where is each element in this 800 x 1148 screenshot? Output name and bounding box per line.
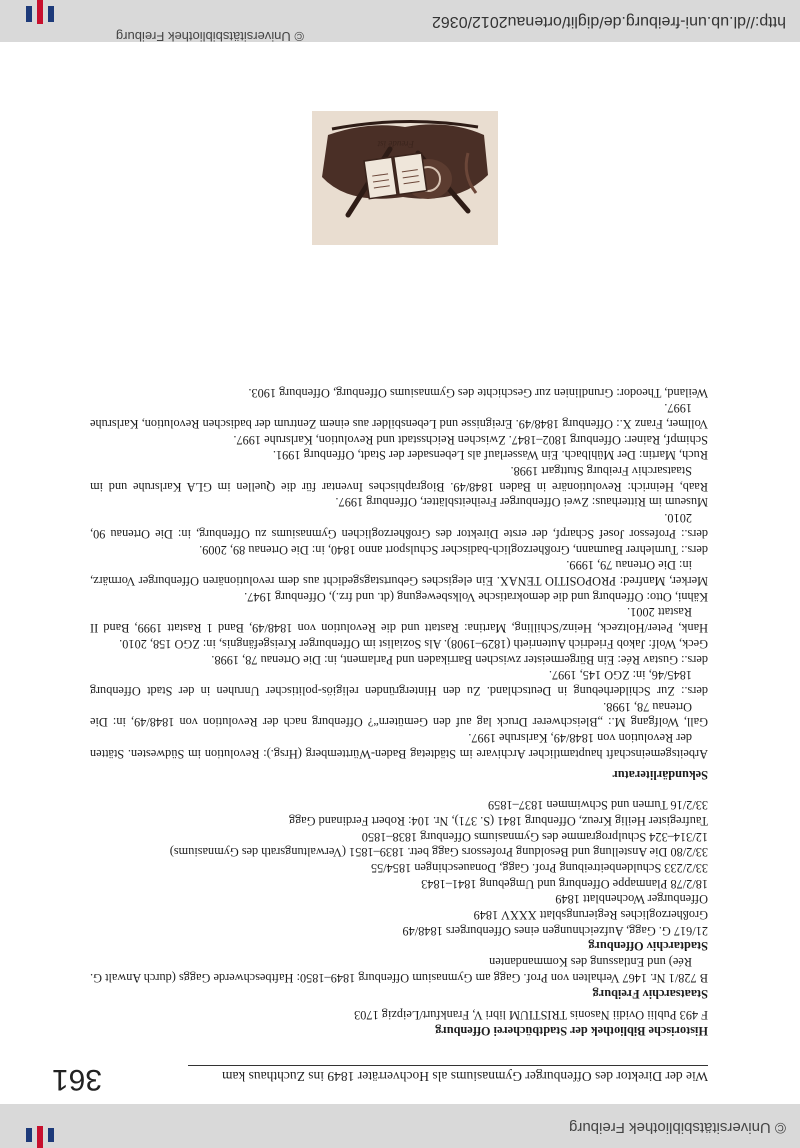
- bibliography: [90, 384, 708, 1038]
- source-entry: B 728/1 Nr. 1467 Verhalten von Prof. Gagg am Gymnasium Offenburg 1849–1850: Haftbeschwerde Gaggs (durch Anwalt G. Rée) und Entlassung des Kommandanten: [90, 955, 708, 985]
- page-number: 361: [51, 1063, 102, 1096]
- literature-entry: Vollmer, Franz X.: Offenburg 1848/49. Ereignisse und Lebensbilder aus einem Zentrum der badischen Revolution, Karlsruhe 1997.: [90, 401, 708, 431]
- literature-entry: Raab, Heinrich: Revolutionäre in Baden 1848/49. Biographisches Inventar für die Quellen im GLA Karlsruhe und im Staatsarchiv Freiburg Stuttgart 1998.: [90, 464, 708, 494]
- literature-entry: Weiland, Theodor: Grundlinien zur Geschichte des Gymnasiums Offenburg, Offenburg 1903.: [248, 385, 708, 400]
- library-credit: © Universitätsbibliothek Freiburg: [569, 1119, 786, 1136]
- running-head: Wie der Direktor des Offenburger Gymnasiums als Hochverräter 1849 ins Zuchthaus kam: [222, 1069, 708, 1084]
- stadtarchiv-heading: Stadtarchiv Offenburg: [588, 939, 708, 954]
- source-url[interactable]: http://dl.ub.uni-freiburg.de/diglit/ortenau2012/0362: [431, 13, 786, 30]
- staatsarchiv-heading: Staatsarchiv Freiburg: [592, 986, 708, 1001]
- literature-entry: ders.: Zur Schilderhebung in Deutschland. Zu den Hintergründen religiös-politischer Unruhen in der Stadt Offenburg 1845/46, in: ZGO 145, 1997.: [90, 668, 708, 698]
- literature-entry: ders.: Turnlehrer Baumann, Großherzoglich-badischer Schulsport anno 1840, in: Die Ortenau 89, 2009.: [199, 542, 708, 557]
- university-logo-icon: [22, 1126, 60, 1148]
- literature-entry: Museum im Ritterhaus: Zwei Offenburger Freiheitsblätter, Offenburg 1997.: [335, 495, 708, 510]
- source-entry: 33/2/16 Turnen und Schwimmen 1837–1859: [488, 798, 708, 813]
- source-entry: 21/617 G. Gagg, Aufzeichnungen eines Offenburgers 1848/49: [402, 923, 708, 938]
- library-credit: © Universitätsbibliothek Freiburg: [115, 29, 304, 44]
- literature-entry: Arbeitsgemeinschaft hauptamtlicher Archivare im Städtetag Baden-Württemberg (Hrsg.): Revolution im Südwesten. Stätten der Revolution von 1848/49, Karlsruhe 1997.: [90, 731, 708, 761]
- source-entry: 18/2/78 Planmappe Offenburg und Umgebung 1841–1843: [421, 876, 708, 891]
- literature-entry: Schimpf, Rainer: Offenburg 1802–1847. Zwischen Reichsstadt und Revolution, Karlsruhe 1997.: [233, 432, 708, 447]
- literature-entry: Ruch, Martin: Der Mühlbach. Ein Wasserlauf als Lebensader der Stadt, Offenburg 1991.: [272, 448, 708, 463]
- vignette-book-text: Freude ist: [377, 139, 414, 149]
- source-entry: 33/2/80 Die Anstellung und Besoldung Professors Gagg betr. 1839–1851 (Verwaltungsrath des Gymnasiums): [169, 845, 708, 860]
- literature-entry: ders.: Professor Josef Scharpf, der erste Direktor des Großherzoglichen Gymnasiums zu Offenburg, in: Die Ortenau 90, 2010.: [90, 511, 708, 541]
- source-entry: Großherzogliches Regierungsblatt XXXV 1849: [473, 908, 708, 923]
- stadtbuecherei-heading: Historische Bibliothek der Stadtbücherei Offenburg: [435, 1024, 708, 1038]
- literature-entry: Kähni, Otto: Offenburg und die demokratische Volksbewegung (dt. und frz.), Offenburg 1947.: [244, 589, 708, 604]
- top-bar: [0, 1104, 800, 1148]
- source-entry: F 493 Publii Ovidii Nasonis TRISTIUM libri V, Frankfurt/Leipzig 1703: [354, 1008, 708, 1023]
- source-entry: 12/314–324 Schulprogramme des Gymnasiums Offenburg 1838–1850: [361, 829, 708, 844]
- literature-entry: Geck, Wolf: Jakob Friedrich Autenrieth (1829–1908). Als Sozialist im Offenburger Kreisgefängnis, in: ZGO 158, 2010.: [119, 636, 708, 651]
- literature-entry: Gall, Wolfgang M.: „Bleischwerer Druck lag auf den Gemütern“? Offenburg nach der Revolution von 1848/49, in: Die Ortenau 78, 1998.: [90, 699, 708, 730]
- university-logo-icon: [22, 0, 60, 24]
- literature-entry: ders.: Gustav Rée: Ein Bürgermeister zwischen Barrikaden und Parlament, in: Die Ortenau 78, 1998.: [211, 652, 708, 667]
- literature-entry: Hank, Peter/Holtzeck, Heinz/Schilling, Martina: Rastatt und die Revolution von 1848/49, Band 1 Rastatt 1999, Band II Rastatt 2001.: [90, 605, 708, 636]
- source-entry: Taufregister Heilig Kreuz, Offenburg 1841 (S. 371), Nr. 104: Robert Ferdinand Gagg: [288, 813, 708, 828]
- bottom-bar: [0, 0, 800, 42]
- header-rule: [188, 1065, 708, 1066]
- literature-entry: Merker, Manfred: PROPOSITIO TENAX. Ein elegisches Geburtstagsgedicht aus dem revolutionären Offenburger Vormärz, in: Die Ortenau 79, 1999.: [90, 558, 708, 589]
- source-entry: 33/2/233 Schuldenbeitreibung Prof. Gagg, Donaueschingen 1854/55: [370, 860, 708, 875]
- secondary-heading: Sekundärliteratur: [612, 768, 708, 783]
- book-and-instruments-vignette-icon: [312, 111, 498, 245]
- source-entry: Offenburger Wochenblatt 1849: [555, 892, 708, 907]
